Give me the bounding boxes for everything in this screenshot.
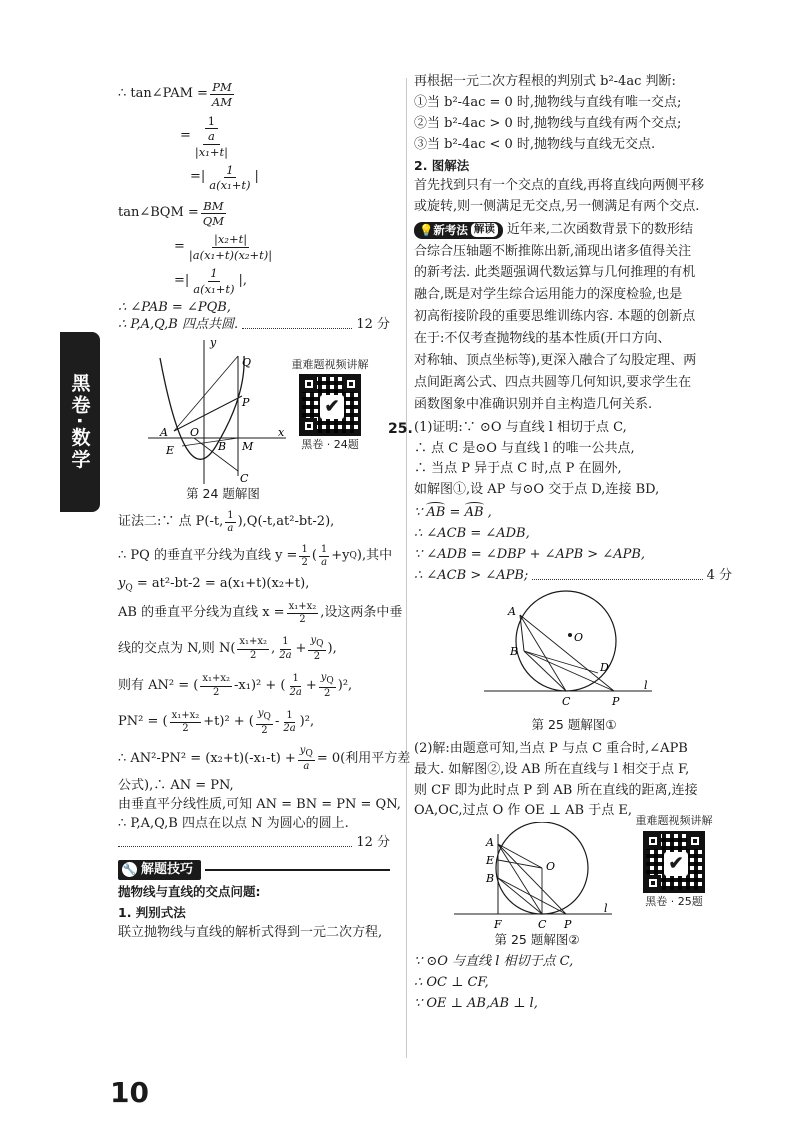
fig25-1-seg-ac: [520, 615, 566, 691]
tip-subtitle: 抛物线与直线的交点问题:: [118, 884, 261, 900]
fig24-label-a: A: [160, 425, 168, 439]
disc-intro: 再根据一元二次方程根的判别式 b²-4ac 判断:: [414, 74, 676, 89]
formula-line: 公式),∴ AN = PN,: [118, 777, 234, 793]
new-method-line-8: 点间距离公式、四点共圆等几何知识,要求学生在: [414, 374, 692, 390]
tan-pam-step1: = 1 a |x₁+t|: [180, 113, 229, 159]
svg-text:P: P: [612, 694, 620, 708]
qr-25-block[interactable]: 重难题视频讲解 ✔ 黑卷 · 25题: [635, 814, 713, 908]
q25-part2-line-3: 则 CF 即为此时点 P 到 AB 所在直线的距离,连接: [414, 782, 698, 798]
qr-code-25[interactable]: [643, 831, 705, 893]
an-squared-line: 则有 AN² = ( $\frac{\text{x₁+x₂}}{2}$ -x₁)² + ( $\frac{1}{2a}$ + $\frac{y_Q}{2}$ )²,: [118, 671, 353, 699]
svg-text:D: D: [600, 660, 609, 674]
check-icon: ✔: [320, 395, 344, 419]
fig25-2-seg-bp: [498, 878, 566, 914]
bulb-icon: 💡: [419, 222, 434, 237]
figure-25-2: [454, 822, 614, 934]
question-25-number: 25.: [388, 420, 413, 437]
q25-part2-line-7: ∵ OE ⊥ AB,AB ⊥ l,: [414, 996, 538, 1012]
new-method-line-4: 融合,既是对学生综合运用能力的深度检验,也是: [414, 287, 683, 303]
fig25-2-seg-ac: [498, 844, 542, 914]
ab-bisector-line: AB 的垂直平分线为直线 x = $\frac{\text{x₁+x₂}}{2}$ ,设这两条中垂: [118, 600, 403, 626]
fig24-label-x: x: [278, 425, 285, 439]
tip-item-1: 1. 判别式法: [118, 904, 186, 920]
q25-line-2: ∴ 点 C 是⊙O 与直线 l 的唯一公共点,: [414, 440, 635, 456]
svg-text:C: C: [538, 918, 547, 932]
pq-bisector-line: ∴ PQ 的垂直平分线为直线 y = $\frac{1}{2}$ ( $\frac{1}{a}$ +y Q ),其中: [118, 543, 393, 569]
figure-25-1: [484, 589, 654, 719]
figure-25-2-block: [414, 814, 732, 950]
angle-equality: ∴ ∠PAB = ∠PQB,: [118, 299, 231, 315]
new-method-line-9: 函数图象中准确识别并自主构造几何关系.: [414, 396, 653, 412]
fig25-1-circle: [516, 591, 616, 691]
score-line-12b: 12 分: [118, 835, 390, 852]
tan-pam-step2: = | $\frac{1}{\text{a(x₁+t)}}$ |: [190, 162, 259, 193]
wrench-icon: 🔧: [122, 862, 137, 876]
disc-case-3: ③当 b²-4ac < 0 时,抛物线与直线无交点.: [414, 136, 656, 152]
svg-text:l: l: [644, 678, 648, 692]
q25-line-1: (1)证明:∵ ⊙O 与直线 l 相切于点 C,: [414, 419, 627, 435]
graph-method-body-2: 或旋转,则一侧满足无交点,另一侧满足有两个交点.: [414, 198, 700, 214]
tan-bqm-step1: = $\frac{\text{|x₂+t|}}{\text{|a(x₁+t)(x₂+t)|}}$: [174, 232, 273, 262]
subject-side-tab: [60, 332, 100, 512]
fig24-line-oc: [194, 438, 238, 471]
qr-code-24[interactable]: [299, 374, 361, 436]
right-column: [388, 74, 732, 1013]
svg-text:A: A: [508, 604, 516, 618]
difference-line: ∴ AN²-PN² = (x₂+t)(-x₁-t) + $\frac{y_Q}{a}$ = 0(利用平方差: [118, 745, 411, 773]
new-method-line-6: 在于:不仅考查抛物线的基本性质(开口方向、: [414, 331, 671, 347]
fig24-line-ap: [174, 396, 242, 431]
compound-fraction: 1 a |x₁+t|: [194, 113, 229, 159]
q25-part2-line-2: 最大. 如解图②,设 AB 所在直线与 l 相交于点 F,: [414, 761, 690, 777]
score-line-12a: ∴ P,A,Q,B 四点共圆. 12 分: [118, 316, 390, 332]
tip-item-1-body: 联立抛物线与直线的解析式得到一元二次方程,: [118, 924, 383, 940]
intersection-n-line: 线的交点为 N,则 N( $\frac{\text{x₁+x₂}}{2}$ , $\frac{1}{2a}$ + $\frac{y_Q}{2}$ ),: [118, 634, 337, 663]
graph-method-title: 2. 图解法: [414, 157, 470, 173]
svg-text:C: C: [562, 694, 571, 708]
circle-center-line: ∴ P,A,Q,B 四点在以点 N 为圆心的圆上.: [118, 815, 349, 831]
svg-text:A: A: [486, 836, 494, 850]
disc-case-1: ①当 b²-4ac = 0 时,抛物线与直线有唯一交点;: [414, 94, 682, 110]
pn-squared-line: PN² = ( $\frac{\text{x₁+x₂}}{2}$ +t)² + ( $\frac{y_Q}{2}$ - $\frac{1}{2a}$ )²,: [118, 708, 315, 736]
side-tab-label: 黑卷·数学: [68, 372, 91, 472]
column-divider: [406, 78, 407, 1058]
figure-24-block: [118, 336, 390, 506]
q25-part2-line-4: OA,OC,过点 O 作 OE ⊥ AB 于点 E,: [414, 803, 632, 819]
fig24-label-m: M: [242, 439, 254, 453]
page-number: 10: [110, 1076, 149, 1109]
check-icon: ✔: [664, 852, 688, 876]
fig24-label-y: y: [210, 335, 217, 349]
tip-banner: 🔧 解题技巧: [118, 860, 201, 881]
q25-line-7: ∵ ∠ADB = ∠DBP + ∠APB > ∠APB,: [414, 547, 646, 562]
pm-over-am: $\frac{PM}{AM}$: [211, 80, 233, 110]
fig25-1-caption: 第 25 题解图①: [531, 716, 617, 732]
fig24-label-o: O: [190, 425, 200, 439]
fig24-caption: 第 24 题解图: [186, 485, 260, 501]
fig24-label-c: C: [240, 471, 249, 485]
new-method-line-1: 💡 新考法 解读 近年来,二次函数背景下的数形结: [414, 222, 732, 239]
svg-text:O: O: [546, 860, 556, 874]
q25-line-4: 如解图①,设 AP 与⊙O 交于点 D,连接 BD,: [414, 482, 660, 498]
qr-24-block[interactable]: 重难题视频讲解 ✔ 黑卷 · 24题: [291, 357, 369, 451]
q25-part2-line-5: ∵ ⊙O 与直线 l 相切于点 C,: [414, 954, 574, 970]
q25-part2-line-1: (2)解:由题意可知,当点 P 与点 C 重合时,∠APB: [414, 740, 688, 756]
q25-line-6: ∴ ∠ACB = ∠ADB,: [414, 526, 530, 542]
fig24-label-b: B: [218, 439, 227, 453]
svg-text:B: B: [510, 644, 519, 658]
fig24-line-aq: [174, 356, 238, 431]
tan-pam-line: ∴ tan∠PAM = $\frac{PM}{AM}$: [118, 80, 233, 110]
svg-text:F: F: [494, 918, 502, 932]
tip-header: [118, 860, 390, 881]
new-method-line-5: 初高衔接阶段的重要思维训练内容. 本题的创新点: [414, 309, 696, 325]
disc-case-2: ②当 b²-4ac > 0 时,抛物线与直线有两个交点;: [414, 115, 682, 131]
fig25-2-seg-ap: [498, 844, 566, 914]
tan-bqm-line: tan∠BQM = $\frac{BM}{QM}$: [118, 198, 224, 228]
new-method-badge: 💡 新考法 解读: [414, 222, 503, 239]
q25-line-5: ∵ AB = AB ,: [414, 505, 492, 521]
yq-definition: $y_Q = at^2-bt-2 = a(x_1+t)(x_2+t)$,: [118, 575, 310, 594]
svg-text:l: l: [604, 902, 608, 916]
svg-text:E: E: [486, 854, 495, 868]
score-line-4: ∴ ∠ACB > ∠APB; 4 分: [414, 567, 732, 583]
svg-text:B: B: [486, 872, 495, 886]
tan-bqm-step2: = | $\frac{1}{\text{a(x₁+t)}}$ |,: [174, 266, 247, 296]
figure-25-1-block: [414, 589, 732, 739]
fig25-1-center: [568, 633, 572, 637]
new-method-line-7: 对称轴、顶点坐标等),更深入融合了勾股定理、两: [414, 352, 697, 368]
graph-method-body-1: 首先找到只有一个交点的直线,再将直线向两侧平移: [414, 177, 705, 193]
new-method-line-2: 合综合压轴题不断推陈出新,涌现出诸多值得关注: [414, 243, 692, 259]
q25-line-3: ∴ 当点 P 异于点 C 时,点 P 在圆外,: [414, 461, 622, 477]
new-method-line-3: 的新考法. 此类题强调代数运算与几何推理的有机: [414, 265, 696, 281]
svg-text:O: O: [574, 630, 584, 644]
fig24-line-eb: [182, 438, 238, 446]
fig25-2-caption: 第 25 题解图②: [494, 932, 580, 948]
figure-24: [146, 336, 296, 486]
perp-property-line: 由垂直平分线性质,可知 AN = BN = PN = QN,: [118, 796, 401, 812]
fig24-label-p: P: [242, 395, 250, 409]
question-25: [388, 419, 732, 1013]
svg-text:P: P: [564, 918, 572, 932]
method2-line1: 证法二:∵ 点 P(-t, $\frac{1}{a}$ ),Q(-t,at²-bt-2),: [118, 509, 335, 535]
fig24-label-q: Q: [242, 355, 252, 369]
fig24-label-e: E: [166, 443, 175, 457]
q25-part2-line-6: ∴ OC ⊥ CF,: [414, 975, 489, 991]
